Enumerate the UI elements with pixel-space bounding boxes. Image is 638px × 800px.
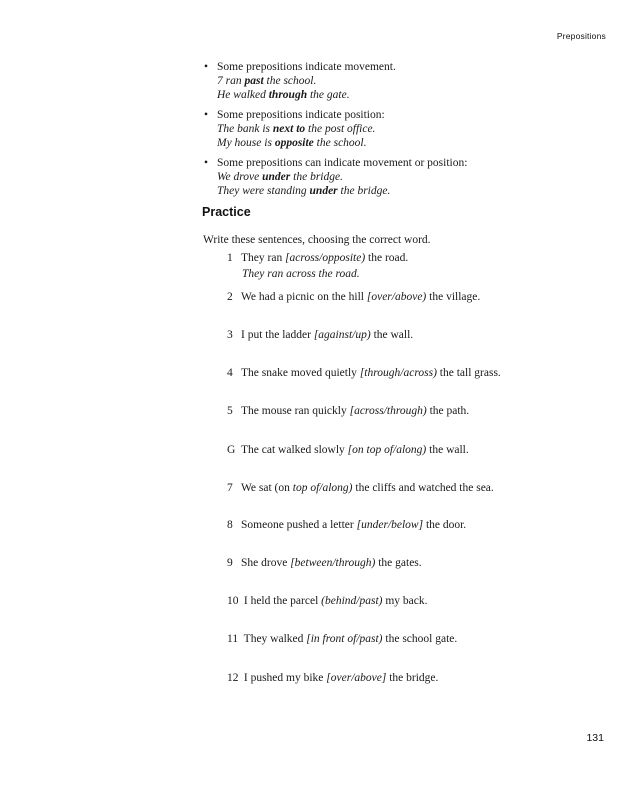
exercise-item: 9 She drove [between/through) the gates.	[227, 557, 422, 569]
page-number: 131	[586, 732, 604, 744]
exercise-item: 4 The snake moved quietly [through/across) the tall grass.	[227, 367, 501, 379]
rule-movement	[203, 60, 603, 102]
bullet-icon: •	[204, 109, 209, 121]
exercise-item: 2 We had a picnic on the hill [over/above) the village.	[227, 291, 481, 303]
rules-list	[203, 60, 603, 204]
rule-text: Some prepositions indicate position:	[217, 109, 385, 121]
bullet-icon: •	[204, 157, 209, 169]
exercise-item: 3 I put the ladder [against/up) the wall.	[227, 329, 414, 341]
exercise-item: 7 We sat (on top of/along) the cliffs and watched the sea.	[227, 482, 494, 494]
practice-heading: Practice	[202, 205, 251, 219]
running-header: Prepositions	[556, 31, 606, 41]
example-sentence: He walked through the gate.	[217, 89, 350, 101]
example-sentence: The bank is next to the post office.	[217, 123, 376, 135]
example-sentence: My house is opposite the school.	[217, 137, 367, 149]
bullet-icon: •	[204, 61, 209, 73]
exercise-item: 1 They ran [across/opposite) the road.	[227, 252, 409, 264]
example-sentence: We drove under the bridge.	[217, 171, 343, 183]
exercise-item: G The cat walked slowly [on top of/along) the wall.	[227, 444, 469, 456]
example-sentence: They were standing under the bridge.	[217, 185, 391, 197]
practice-instruction: Write these sentences, choosing the correct word.	[203, 234, 431, 246]
example-sentence: 7 ran past the school.	[217, 75, 317, 87]
exercise-item: 12 I pushed my bike [over/above] the bridge.	[227, 672, 439, 684]
rule-text: Some prepositions can indicate movement or position:	[217, 157, 468, 169]
rule-movement-or-position	[203, 156, 603, 198]
rule-position	[203, 108, 603, 150]
exercise-item: 8 Someone pushed a letter [under/below] the door.	[227, 519, 467, 531]
rule-text: Some prepositions indicate movement.	[217, 61, 396, 73]
exercise-item: 11 They walked [in front of/past) the school gate.	[227, 633, 458, 645]
exercise-item: 5 The mouse ran quickly [across/through) the path.	[227, 405, 470, 417]
exercise-item: 10 I held the parcel (behind/past) my back.	[227, 595, 428, 607]
example-answer: They ran across the road.	[242, 268, 360, 280]
